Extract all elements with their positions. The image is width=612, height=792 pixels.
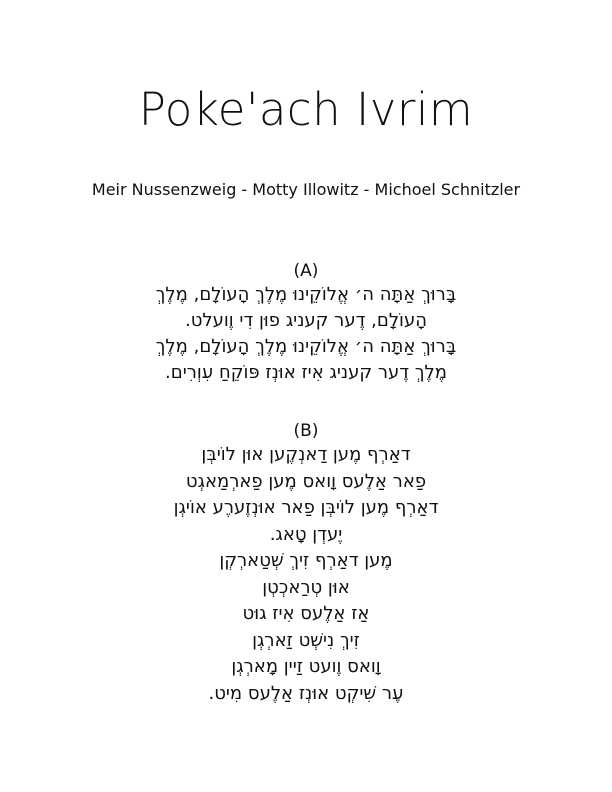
section-b-line-3: דאַרְף מֶען לוֹיבְּן פַאר אוּנְזֶערֶע אוֹיגְן bbox=[173, 497, 439, 518]
section-a-line-1: בָּרוּךְ אַתָּה ה׳ אֱלוֹקֵינוּ מֶלֶךְ הָעוֹלָם, מֶלֶךְ bbox=[155, 284, 457, 305]
section-b-line-10: עֶר שִׁיקְט אוּנְז אַלֶעס מִיט. bbox=[208, 682, 404, 704]
section-a-line-3: בָּרוּךְ אַתָּה ה׳ אֱלוֹקֵינוּ מֶלֶךְ הָעוֹלָם, מֶלֶךְ bbox=[155, 336, 457, 357]
section-b-line-6: אוּן טְרַאכְטְן bbox=[262, 576, 350, 598]
song-authors: Meir Nussenzweig - Motty Illowitz - Michoel Schnitzler bbox=[91, 180, 521, 199]
section-b-label: (B) bbox=[293, 421, 319, 441]
section-b-line-8: זִיךְ נִישְׁט זַארְגְן bbox=[252, 629, 360, 651]
section-a-label: (A) bbox=[293, 261, 319, 281]
section-b-line-5: מֶען דאַרְף זִיךְ שְׁטַארְקְן bbox=[219, 550, 393, 571]
song-title: Poke'ach Ivrim bbox=[138, 83, 474, 136]
section-b-line-2: פַאר אַלֶעס וָואס מֶען פַארְמַאגְט bbox=[185, 470, 427, 492]
section-b-line-1: דאַרְף מֶען דַאנְקֶען אוּן לוֹיבְּן bbox=[201, 444, 411, 465]
section-a-line-4: מֶלֶךְ דֶער קעניג אִיז אוּנְז פּוֹקֵחַ עִוְרִים. bbox=[165, 362, 447, 383]
section-b-line-4: יֶעדְן טָאג. bbox=[269, 523, 343, 545]
section-a bbox=[0, 260, 612, 386]
section-b-line-9: וָואס וֶועט זַיין מָארְגְן bbox=[231, 656, 381, 677]
section-b bbox=[0, 420, 612, 707]
section-a-line-2: הָעוֹלָם, דֶער קעניג פוּן דִי וֶועלט. bbox=[185, 310, 427, 331]
section-b-line-7: אַז אַלֶעס אִיז גוּט bbox=[242, 603, 370, 624]
